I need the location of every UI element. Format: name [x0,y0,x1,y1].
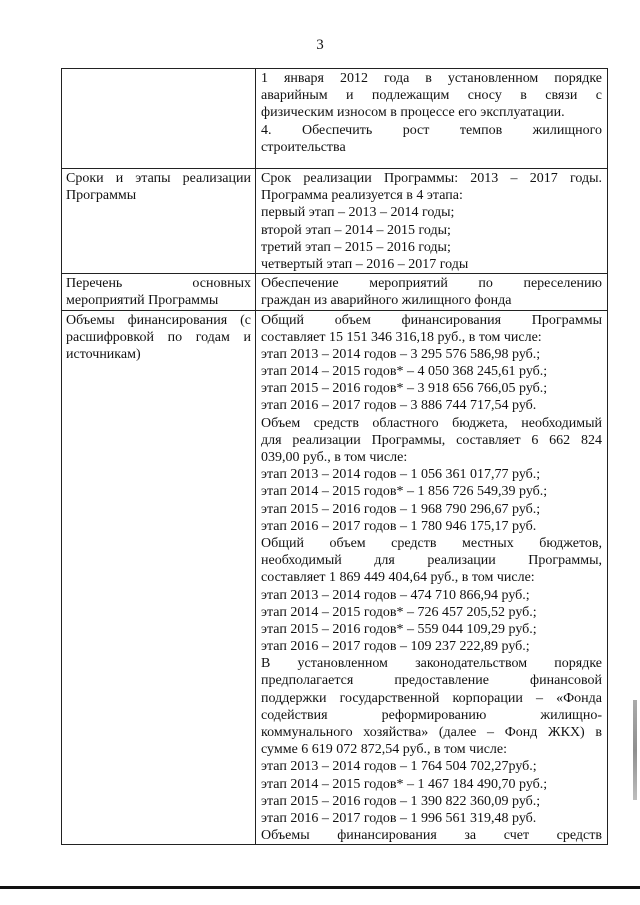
content-line: этап 2013 – 2014 годов – 1 764 504 702,27руб.; [261,759,537,775]
row-label: Объемы финансирования (с расшифровкой по годам и источникам) [66,312,251,362]
content-line: третий этап – 2015 – 2016 годы; [261,239,451,255]
table-row [62,274,608,310]
content-line: физическим износом в процессе его эксплуатации. [261,105,565,121]
row-label-cell [62,169,256,274]
table-row [62,310,608,845]
page-number: 3 [316,37,324,53]
content-line: этап 2013 – 2014 годов – 3 295 576 586,98 руб.; [261,346,541,362]
content-line: этап 2015 – 2016 годов – 1 968 790 296,67 руб.; [261,501,541,517]
content-line: предполагается предоставление финансовой [261,673,602,689]
content-line: этап 2014 – 2015 годов* – 4 050 368 245,61 руб.; [261,364,548,380]
table-row [62,169,608,274]
content-line: этап 2014 – 2015 годов* – 1 467 184 490,70 руб.; [261,776,548,792]
content-line: 039,00 руб., в том числе: [261,450,408,466]
content-line: поддержки государственной корпорации – «Фонда [261,690,602,706]
content-line: этап 2014 – 2015 годов* – 1 856 726 549,39 руб.; [261,484,548,500]
content-line: содействия реформированию жилищно- [261,707,602,723]
content-line: составляет 1 869 449 404,64 руб., в том числе: [261,570,535,586]
content-line: граждан из аварийного жилищного фонда [261,293,512,309]
row-label-cell [62,274,256,310]
content-line: второй этап – 2014 – 2015 годы; [261,222,451,238]
content-line: этап 2016 – 2017 годов – 1 780 946 175,17 руб. [261,518,537,534]
content-line: этап 2014 – 2015 годов* – 726 457 205,52 руб.; [261,604,537,620]
content-line: строительства [261,139,346,155]
content-line: Объем средств областного бюджета, необходимый [261,415,602,431]
row-label: Сроки и этапы реализации Программы [66,171,251,204]
row-content-cell [256,169,608,274]
content-line: 1 января 2012 года в установленном порядке [261,71,602,86]
content-line: Обеспечение мероприятий по переселению [261,276,602,292]
scan-edge-mark [633,700,637,800]
content-line: первый этап – 2013 – 2014 годы; [261,205,455,221]
content-line: В установленном законодательством порядке [261,656,602,672]
content-line: 4. Обеспечить рост темпов жилищного [261,122,602,138]
content-line: этап 2015 – 2016 годов* – 3 918 656 766,05 руб.; [261,381,548,397]
content-line: этап 2016 – 2017 годов – 109 237 222,89 руб.; [261,639,530,655]
row-label-cell [62,69,256,169]
content-line: этап 2016 – 2017 годов – 1 996 561 319,48 руб. [261,810,537,826]
row-label-cell [62,310,256,845]
scan-bottom-border [0,886,640,889]
content-line: аварийным и подлежащим сносу в связи с [261,88,602,104]
content-line: необходимый для реализации Программы, [261,553,602,569]
content-line: четвертый этап – 2016 – 2017 годы [261,256,469,272]
content-line: Объемы финансирования за счет средств [261,828,602,844]
table-row [62,69,608,169]
content-line: Программа реализуется в 4 этапа: [261,188,463,204]
row-content-cell [256,69,608,169]
program-passport-table [61,68,608,845]
content-line: сумме 6 619 072 872,54 руб., в том числе: [261,742,508,758]
content-line: составляет 15 151 346 316,18 руб., в том числе: [261,329,542,345]
content-line: Общий объем финансирования Программы [261,312,602,328]
content-line: коммунального хозяйства» (далее – Фонд ЖКХ) в [261,725,602,741]
content-line: для реализации Программы, составляет 6 662 824 [261,432,602,448]
content-line: Срок реализации Программы: 2013 – 2017 годы. [261,171,602,186]
row-label: Перечень основных мероприятий Программы [66,276,251,309]
row-content-cell [256,274,608,310]
content-line: этап 2013 – 2014 годов – 1 056 361 017,77 руб.; [261,467,541,483]
content-line: этап 2013 – 2014 годов – 474 710 866,94 руб.; [261,587,530,603]
content-line: этап 2015 – 2016 годов* – 559 044 109,29 руб.; [261,621,537,637]
content-line: этап 2015 – 2016 годов – 1 390 822 360,09 руб.; [261,793,541,809]
content-line: этап 2016 – 2017 годов – 3 886 744 717,54 руб. [261,398,537,414]
row-content-cell [256,310,608,845]
content-line: Общий объем средств местных бюджетов, [261,535,602,551]
